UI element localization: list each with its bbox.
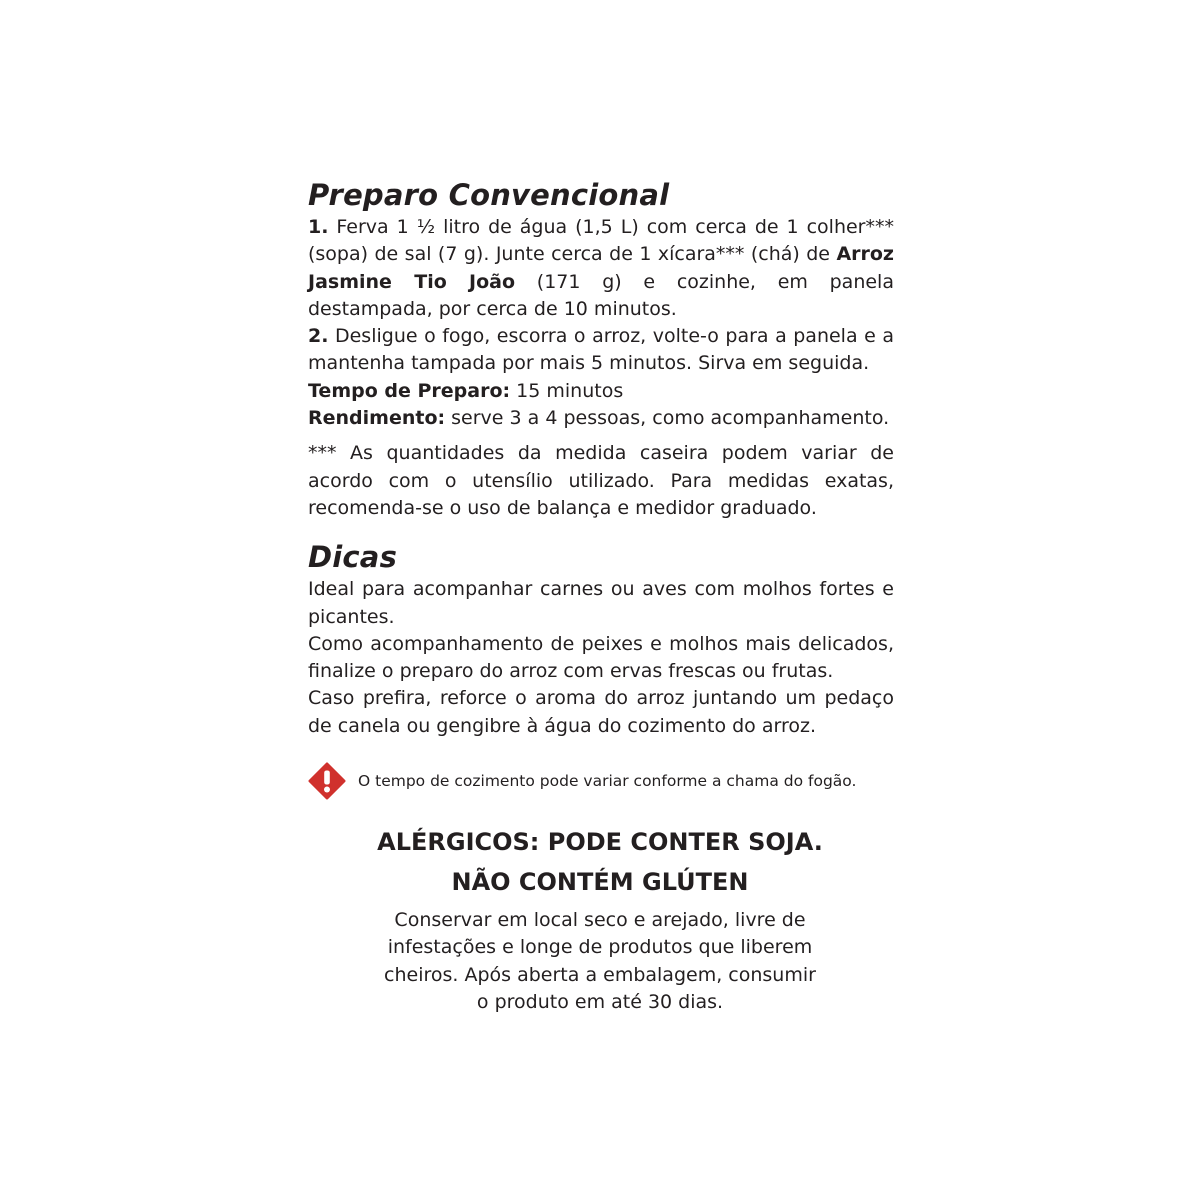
storage-line-2: infestações e longe de produtos que liberem [387, 936, 813, 959]
tempo-de-preparo [308, 378, 894, 405]
rendimento-value: serve 3 a 4 pessoas, como acompanhamento. [445, 407, 890, 430]
preparo-step-2 [308, 323, 894, 378]
warning-text: O tempo de cozimento pode variar conforme a chama do fogão. [358, 772, 857, 790]
storage-line-3: cheiros. Após aberta a embalagem, consumir [384, 963, 816, 986]
dica-3: Caso prefira, reforce o aroma do arroz juntando um pedaço de canela ou gengibre à água do cozimento do arroz. [308, 687, 894, 737]
tempo-value: 15 minutos [510, 379, 624, 402]
allergen-gluten: NÃO CONTÉM GLÚTEN [451, 868, 749, 896]
step-2-text: Desligue o fogo, escorra o arroz, volte-o para a panela e a mantenha tampada por mais 5 minutos. Sirva em seguida. [308, 325, 894, 375]
storage-line-1: Conservar em local seco e arejado, livre de [394, 909, 806, 931]
preparo-step-1 [308, 214, 894, 323]
step-1-text-b: (171 g) e cozinhe, em panela destampada, por cerca de 10 minutos. [308, 270, 894, 320]
recipe-content [308, 176, 894, 740]
storage-instructions [360, 907, 840, 1016]
step-1-text-a: Ferva 1 ½ litro de água (1,5 L) com cerca de 1 colher*** (sopa) de sal (7 g). Junte cerca de 1 xícara*** (chá) de [308, 216, 894, 266]
measurement-note: *** As quantidades da medida caseira podem variar de acordo com o utensílio utilizado. Para medidas exatas, recomenda-se o uso de balança e medidor graduado. [308, 442, 894, 519]
allergen-soy: ALÉRGICOS: PODE CONTER SOJA. [377, 828, 823, 856]
exclamation-diamond-icon [308, 762, 346, 800]
step-2-number: 2. [308, 325, 329, 348]
tempo-label: Tempo de Preparo: [308, 379, 511, 402]
cooking-warning [308, 762, 928, 800]
rendimento-label: Rendimento: [308, 407, 446, 430]
product-name: Arroz Jasmine Tio João [308, 243, 894, 293]
step-1-number: 1. [308, 216, 329, 238]
storage-line-4: o produto em até 30 dias. [476, 990, 724, 1013]
dica-1: Ideal para acompanhar carnes ou aves com molhos fortes e picantes. [308, 578, 894, 628]
dica-2: Como acompanhamento de peixes e molhos mais delicados, finalize o preparo do arroz com ervas frescas ou frutas. [308, 632, 894, 683]
preparo-title: Preparo Convencional [308, 178, 670, 212]
dicas-title: Dicas [308, 540, 398, 575]
allergen-info [300, 822, 900, 902]
rendimento [308, 405, 894, 432]
